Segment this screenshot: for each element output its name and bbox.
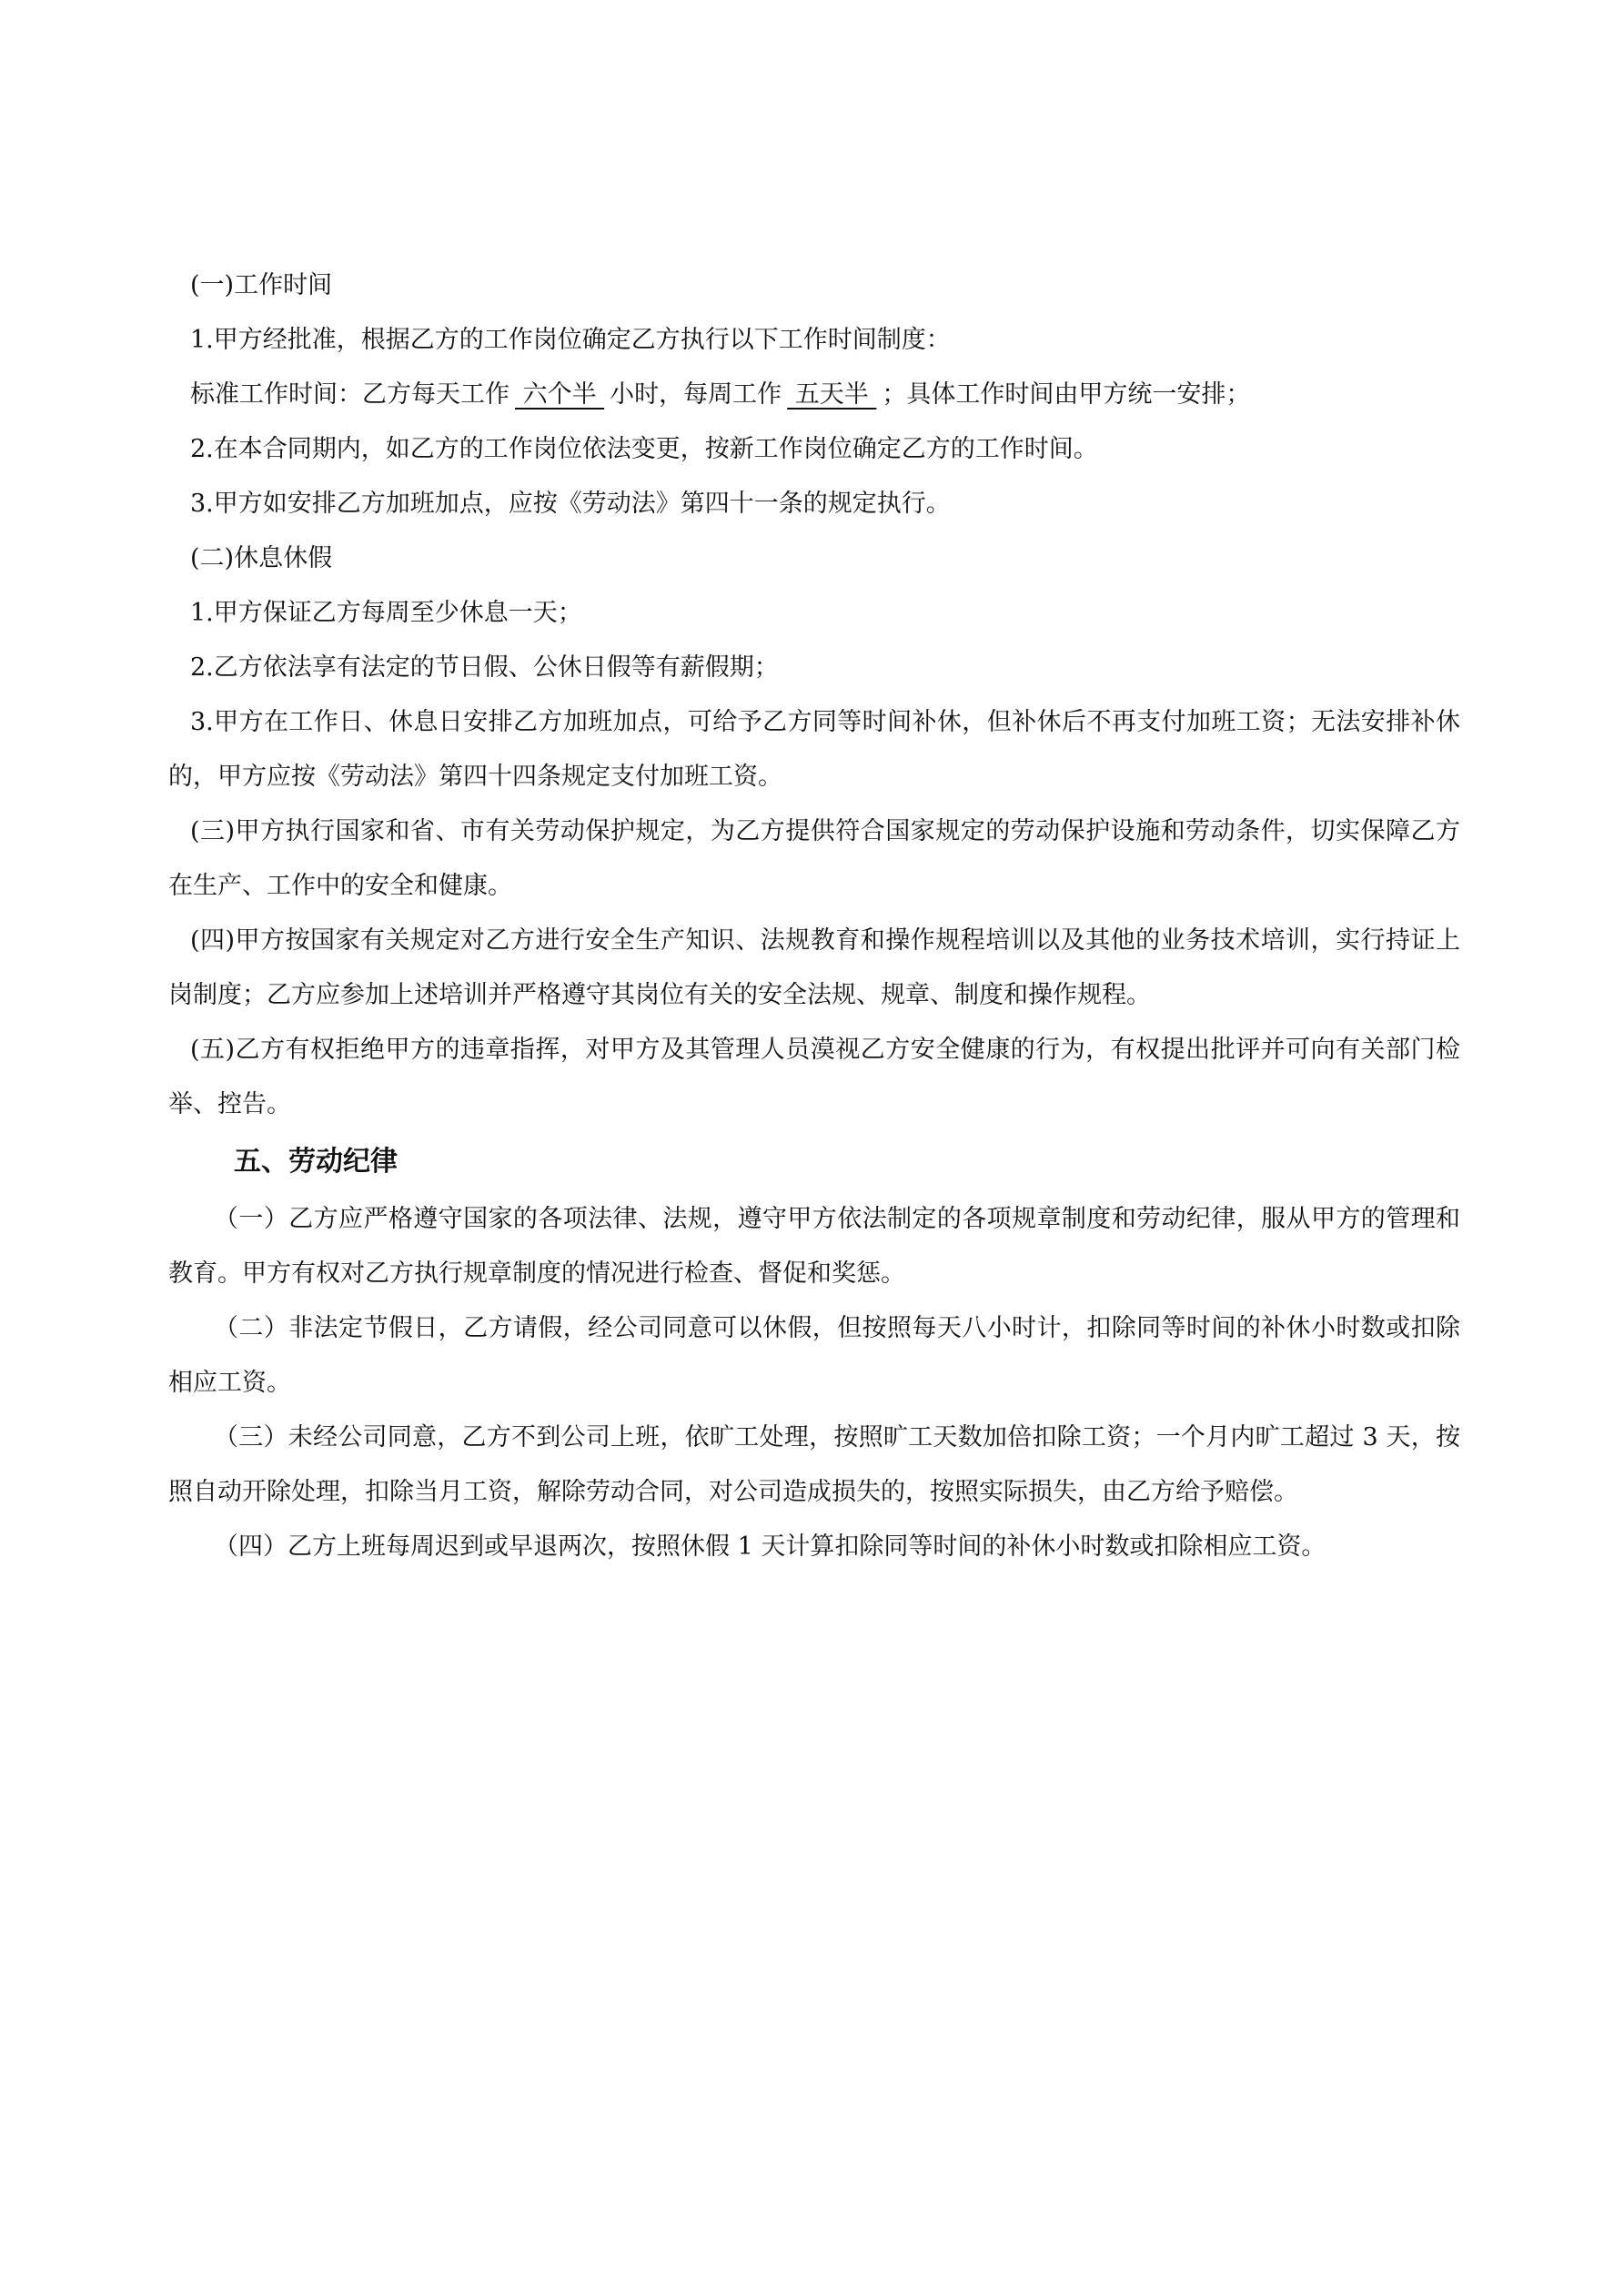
discipline-item-4: （四）乙方上班每周迟到或早退两次，按照休假 1 天计算扣除同等时间的补休小时数或扣除相应工资。 (214, 1532, 1326, 1561)
rest-item-2: 2.乙方依法享有法定的节日假、公休日假等有薪假期； (190, 653, 779, 682)
standard-work-time-prefix: 标准工作时间：乙方每天工作 (190, 380, 509, 409)
rest-item-1: 1.甲方保证乙方每周至少休息一天； (190, 599, 582, 627)
section-rest-title: (二)休息休假 (190, 544, 333, 572)
standard-work-time-mid: 小时，每周工作 (610, 380, 782, 409)
discipline-item-2: （二）非法定节假日，乙方请假，经公司同意可以休假，但按照每天八小时计，扣除同等时间的补休小时数或扣除相应工资。 (168, 1314, 1460, 1397)
standard-work-time-suffix: ；具体工作时间由甲方统一安排； (882, 380, 1251, 409)
work-time-item-1: 1.甲方经批准，根据乙方的工作岗位确定乙方执行以下工作时间制度： (190, 326, 951, 354)
right-to-refuse-paragraph: (五)乙方有权拒绝甲方的违章指挥，对甲方及其管理人员漠视乙方安全健康的行为，有权提出批评并可向有关部门检举、控告。 (168, 1036, 1460, 1118)
section-work-time-title: (一)工作时间 (190, 271, 333, 299)
labor-discipline-heading: 五、劳动纪律 (234, 1146, 398, 1178)
work-time-item-2: 2.在本合同期内，如乙方的工作岗位依法变更，按新工作岗位确定乙方的工作时间。 (190, 435, 1098, 463)
labor-protection-paragraph: (三)甲方执行国家和省、市有关劳动保护规定，为乙方提供符合国家规定的劳动保护设施和劳动条件，切实保障乙方在生产、工作中的安全和健康。 (168, 817, 1460, 900)
weekly-days-value: 五天半 (787, 380, 877, 409)
rest-item-3: 3.甲方在工作日、休息日安排乙方加班加点，可给予乙方同等时间补休，但补休后不再支付加班工资；无法安排补休的，甲方应按《劳动法》第四十四条规定支付加班工资。 (168, 708, 1460, 791)
standard-work-time (168, 368, 1460, 422)
discipline-item-1: （一）乙方应严格遵守国家的各项法律、法规，遵守甲方依法制定的各项规章制度和劳动纪律，服从甲方的管理和教育。甲方有权对乙方执行规章制度的情况进行检查、督促和奖惩。 (168, 1205, 1460, 1288)
document-body (168, 258, 1460, 1574)
work-time-item-3: 3.甲方如安排乙方加班加点，应按《劳动法》第四十一条的规定执行。 (190, 490, 951, 518)
discipline-item-3: （三）未经公司同意，乙方不到公司上班，依旷工处理，按照旷工天数加倍扣除工资；一个月内旷工超过 3 天，按照自动开除处理，扣除当月工资，解除劳动合同，对公司造成损失的，按照实际损失，由乙方给予赔偿。 (168, 1423, 1460, 1506)
daily-hours-value: 六个半 (515, 380, 605, 409)
safety-training-paragraph: (四)甲方按国家有关规定对乙方进行安全生产知识、法规教育和操作规程培训以及其他的业务技术培训，实行持证上岗制度；乙方应参加上述培训并严格遵守其岗位有关的安全法规、规章、制度和操作规程。 (168, 926, 1460, 1009)
